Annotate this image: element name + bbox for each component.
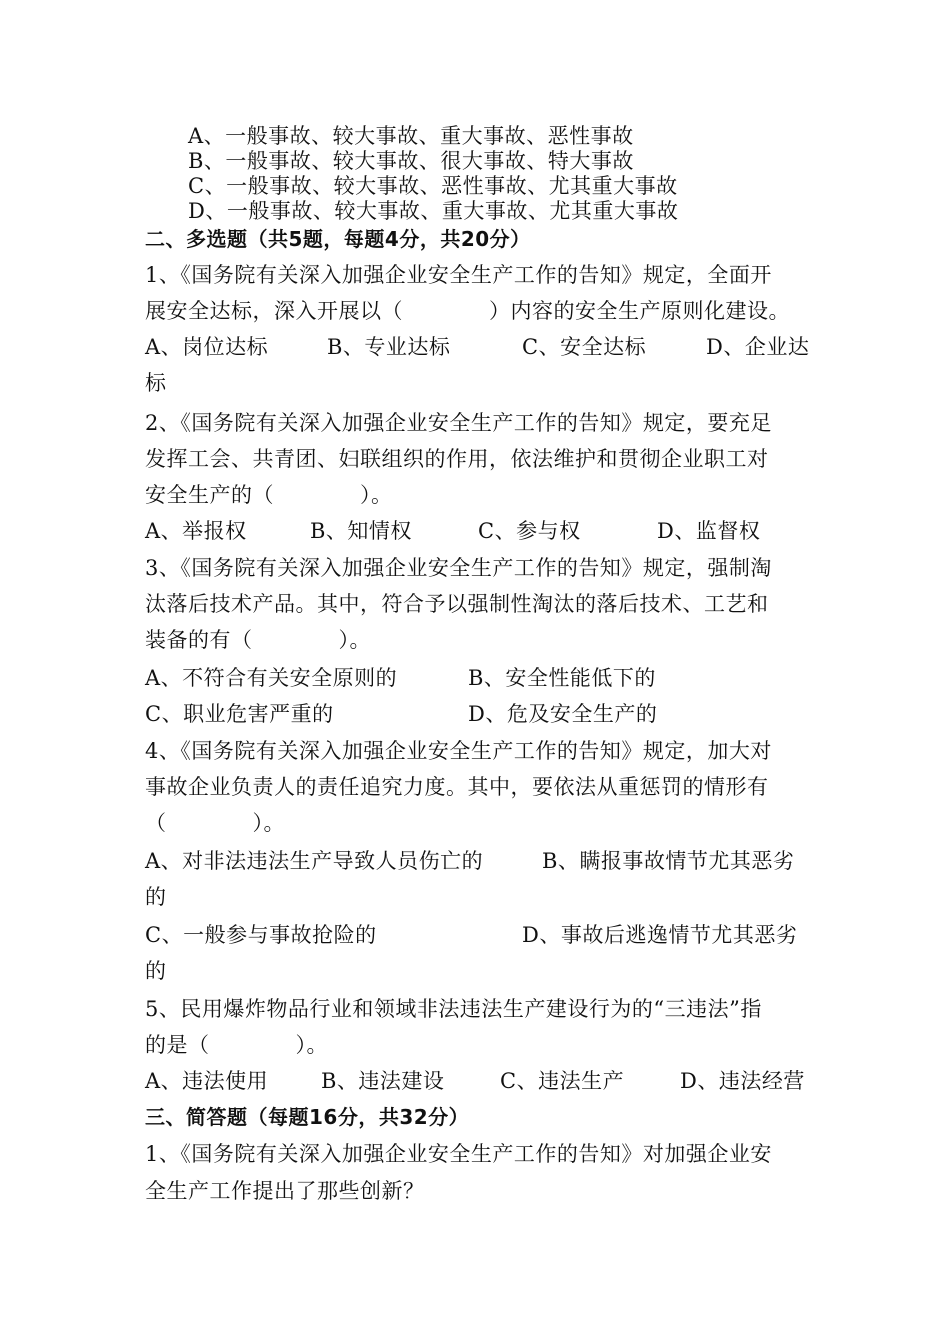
question-3-text-line-3: 装备的有（ ）。 [145, 628, 371, 652]
question-3-text-line-2: 汰落后技术产品。其中，符合予以强制性淘汰的落后技术、工艺和 [145, 592, 769, 616]
question-3-option-d: D、危及安全生产的 [468, 702, 658, 726]
question-5-option-d: D、违法经营 [680, 1069, 805, 1093]
question-5-text-line-2: 的是（ ）。 [145, 1033, 328, 1057]
question-1-option-c: C、安全达标 [522, 335, 647, 359]
question-4-text-line-3: （ ）。 [145, 811, 285, 835]
question-4-text-line-1: 4、《国务院有关深入加强企业安全生产工作的告知》规定，加大对 [145, 739, 772, 763]
question-1-option-b: B、专业达标 [327, 335, 451, 359]
question-5-text-line-1: 5、民用爆炸物品行业和领域非法违法生产建设行为的“三违法”指 [145, 997, 762, 1021]
question-2-text-line-2: 发挥工会、共青团、妇联组织的作用，依法维护和贯彻企业职工对 [145, 447, 769, 471]
question-3-option-a: A、不符合有关安全原则的 [145, 666, 398, 690]
question-1-text-line-1: 1、《国务院有关深入加强企业安全生产工作的告知》规定，全面开 [145, 263, 772, 287]
question-4-option-a: A、对非法违法生产导致人员伤亡的 [145, 849, 484, 873]
question-4-option-c: C、一般参与事故抢险的 [145, 923, 377, 947]
prev-option-c: C、一般事故、较大事故、恶性事故、尤其重大事故 [188, 174, 678, 198]
question-3-option-b: B、安全性能低下的 [468, 666, 656, 690]
question-2-option-d: D、监督权 [657, 519, 761, 543]
question-2-text-line-3: 安全生产的（ ）。 [145, 483, 393, 507]
section-heading-multiple-choice: 二、多选题（共5题，每题4分，共20分） [145, 227, 531, 251]
question-4-option-d: D、事故后逃逸情节尤其恶劣 [522, 923, 798, 947]
prev-option-b: B、一般事故、较大事故、很大事故、特大事故 [188, 149, 634, 173]
short-answer-1-text-line-1: 1、《国务院有关深入加强企业安全生产工作的告知》对加强企业安 [145, 1142, 772, 1166]
short-answer-1-text-line-2: 全生产工作提出了那些创新？ [145, 1179, 425, 1203]
question-4-option-b: B、瞒报事故情节尤其恶劣 [542, 849, 795, 873]
question-4-text-line-2: 事故企业负责人的责任追究力度。其中，要依法从重惩罚的情形有 [145, 775, 769, 799]
prev-option-a: A、一般事故、较大事故、重大事故、恶性事故 [188, 124, 634, 148]
question-2-option-a: A、举报权 [145, 519, 247, 543]
question-1-text-line-2: 展安全达标，深入开展以（ ）内容的安全生产原则化建设。 [145, 299, 790, 323]
prev-option-d: D、一般事故、较大事故、重大事故、尤其重大事故 [188, 199, 679, 223]
question-4-option-b-wrap: 的 [145, 885, 167, 909]
question-1-option-d: D、企业达 [706, 335, 810, 359]
question-1-option-a: A、岗位达标 [145, 335, 269, 359]
question-3-option-c: C、职业危害严重的 [145, 702, 334, 726]
question-2-text-line-1: 2、《国务院有关深入加强企业安全生产工作的告知》规定，要充足 [145, 411, 772, 435]
section-heading-short-answer: 三、简答题（每题16分，共32分） [145, 1105, 470, 1129]
question-2-option-c: C、参与权 [478, 519, 581, 543]
question-4-option-d-wrap: 的 [145, 959, 167, 983]
question-5-option-c: C、违法生产 [500, 1069, 625, 1093]
question-1-option-d-wrap: 标 [145, 371, 167, 395]
question-5-option-b: B、违法建设 [321, 1069, 445, 1093]
question-2-option-b: B、知情权 [310, 519, 412, 543]
question-5-option-a: A、违法使用 [145, 1069, 269, 1093]
question-3-text-line-1: 3、《国务院有关深入加强企业安全生产工作的告知》规定，强制淘 [145, 556, 772, 580]
